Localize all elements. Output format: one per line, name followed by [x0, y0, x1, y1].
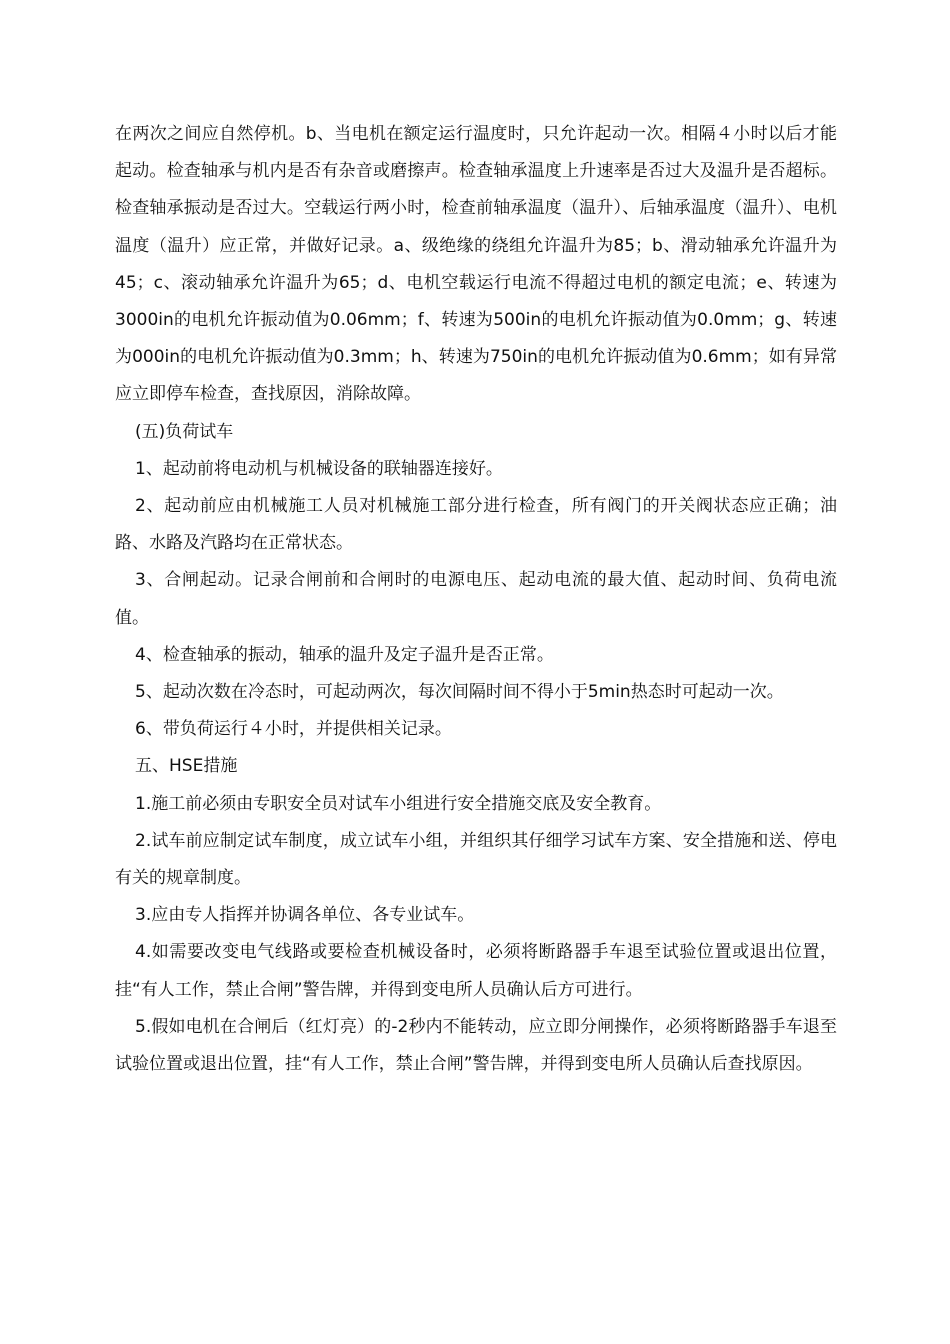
- paragraph-load-item-5: 5、起动次数在冷态时，可起动两次，每次间隔时间不得小于5min热态时可起动一次。: [135, 682, 784, 703]
- paragraph-motor-noload-test: 在两次之间应自然停机。b、当电机在额定运行温度时，只允许起动一次。相隔４小时以后才能起动。检查轴承与机内是否有杂音或磨擦声。检查轴承温度上升速率是否过大及温升是否超标。检查轴承振动是否过大。空载运行两小时，检查前轴承温度（温升）、后轴承温度（温升）、电机温度（温升）应正常，并做好记录。a、级绝缘的绕组允许温升为85；b、滑动轴承允许温升为45；c、滚动轴承允许温升为65；d、电机空载运行电流不得超过电机的额定电流；e、转速为3000in的电机允许振动值为0.06mm；f、转速为500in的电机允许振动值为0.0mm；g、转速为000in的电机允许振动值为0.3mm；h、转速为750in的电机允许振动值为0.6mm；如有异常应立即停车检查，查找原因，消除故障。: [115, 124, 837, 405]
- section-heading-hse: 五、HSE措施: [135, 756, 238, 777]
- paragraph-load-item-3: 3、合闸起动。记录合闸前和合闸时的电源电压、起动电流的最大值、起动时间、负荷电流值。: [115, 570, 837, 628]
- paragraph-hse-item-3: 3.应由专人指挥并协调各单位、各专业试车。: [135, 905, 475, 926]
- document-body: [115, 116, 837, 1083]
- section-heading-load-test: (五)负荷试车: [135, 421, 234, 442]
- paragraph-hse-item-2: 2.试车前应制定试车制度，成立试车小组，并组织其仔细学习试车方案、安全措施和送、停电有关的规章制度。: [115, 830, 837, 889]
- paragraph-load-item-2: 2、起动前应由机械施工人员对机械施工部分进行检查，所有阀门的开关阀状态应正确；油路、水路及汽路均在正常状态。: [115, 496, 837, 554]
- paragraph-load-item-6: 6、带负荷运行４小时，并提供相关记录。: [135, 719, 452, 740]
- paragraph-load-item-1: 1、起动前将电动机与机械设备的联轴器连接好。: [135, 458, 503, 479]
- paragraph-load-item-4: 4、检查轴承的振动，轴承的温升及定子温升是否正常。: [135, 644, 554, 665]
- paragraph-hse-item-4: 4.如需要改变电气线路或要检查机械设备时，必须将断路器手车退至试验位置或退出位置，挂“有人工作，禁止合闸”警告牌，并得到变电所人员确认后方可进行。: [115, 942, 837, 1000]
- paragraph-hse-item-5: 5.假如电机在合闸后（红灯亮）的-2秒内不能转动，应立即分闸操作，必须将断路器手车退至试验位置或退出位置，挂“有人工作，禁止合闸”警告牌，并得到变电所人员确认后查找原因。: [115, 1016, 837, 1075]
- paragraph-hse-item-1: 1.施工前必须由专职安全员对试车小组进行安全措施交底及安全教育。: [135, 793, 662, 814]
